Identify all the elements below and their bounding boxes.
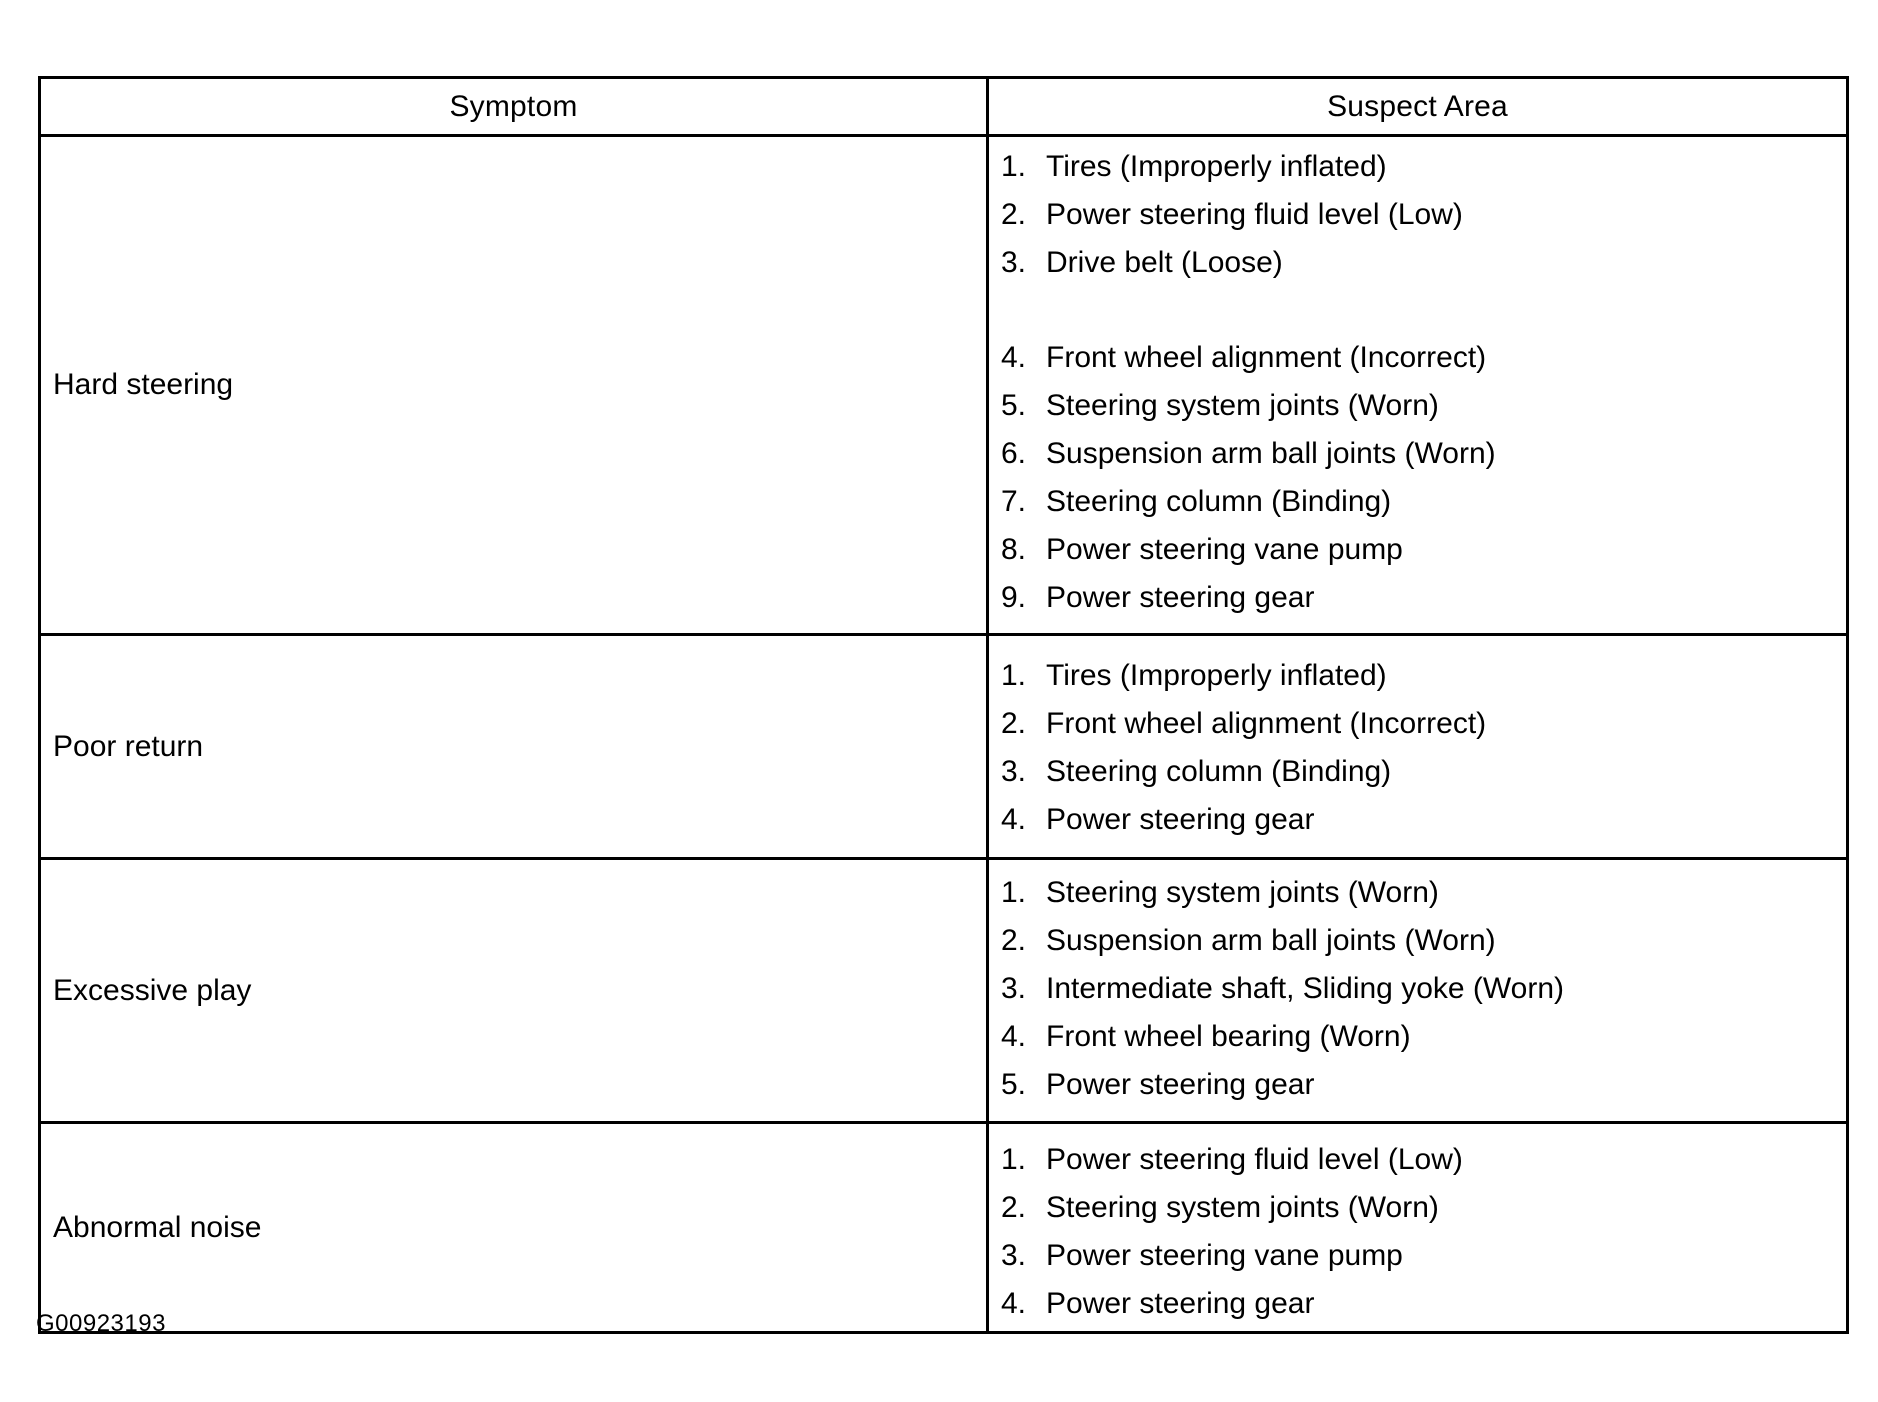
item-text: Power steering gear <box>1046 1287 1315 1320</box>
list-item <box>1001 917 1846 965</box>
item-number: 1. <box>1001 659 1027 692</box>
item-text: Power steering gear <box>1046 581 1315 614</box>
item-text: Steering system joints (Worn) <box>1046 389 1439 422</box>
item-text: Steering column (Binding) <box>1046 755 1392 788</box>
list-item <box>1001 1061 1846 1109</box>
list-item <box>1001 1232 1846 1280</box>
suspect-area-cell <box>988 635 1848 859</box>
list-item <box>1001 430 1846 478</box>
item-number: 3. <box>1001 1239 1027 1272</box>
item-number: 1. <box>1001 150 1027 183</box>
item-number: 2. <box>1001 1191 1027 1224</box>
item-text: Front wheel bearing (Worn) <box>1046 1020 1411 1053</box>
suspect-area-cell <box>988 859 1848 1123</box>
symptom-cell: Abnormal noise <box>40 1123 988 1333</box>
list-item <box>1001 526 1846 574</box>
list-item <box>1001 652 1846 700</box>
item-text: Power steering gear <box>1046 803 1315 836</box>
list-item <box>1001 382 1846 430</box>
item-number: 6. <box>1001 437 1027 470</box>
item-number: 3. <box>1001 972 1027 1005</box>
item-number: 4. <box>1001 341 1027 374</box>
item-number: 4. <box>1001 1287 1027 1320</box>
item-number: 8. <box>1001 533 1027 566</box>
item-text: Tires (Improperly inflated) <box>1046 659 1387 692</box>
symptom-cell: Excessive play <box>40 859 988 1123</box>
item-number: 2. <box>1001 924 1027 957</box>
table-header-row <box>40 78 1848 136</box>
item-text: Power steering gear <box>1046 1068 1315 1101</box>
list-item <box>1001 143 1846 191</box>
symptom-cell: Hard steering <box>40 136 988 635</box>
item-number: 7. <box>1001 485 1027 518</box>
list-item <box>1001 748 1846 796</box>
symptom-column-header: Symptom <box>40 78 988 136</box>
figure-id-label: G00923193 <box>36 1310 166 1337</box>
item-text: Steering system joints (Worn) <box>1046 1191 1439 1224</box>
item-number: 9. <box>1001 581 1027 614</box>
suspect-area-column-header: Suspect Area <box>988 78 1848 136</box>
symptom-cell: Poor return <box>40 635 988 859</box>
list-item <box>1001 796 1846 844</box>
table-row <box>40 136 1848 635</box>
list-item <box>1001 334 1846 382</box>
list-item <box>1001 191 1846 239</box>
item-number: 3. <box>1001 246 1027 279</box>
troubleshooting-table <box>38 76 1849 1334</box>
list-item <box>1001 700 1846 748</box>
list-item <box>1001 869 1846 917</box>
item-text: Steering system joints (Worn) <box>1046 876 1439 909</box>
item-text: Power steering fluid level (Low) <box>1046 198 1463 231</box>
list-item <box>1001 965 1846 1013</box>
table-row <box>40 635 1848 859</box>
suspect-area-list <box>1001 143 1846 622</box>
troubleshooting-table-container <box>38 76 1846 1334</box>
item-number: 5. <box>1001 1068 1027 1101</box>
item-number: 2. <box>1001 707 1027 740</box>
item-number: 3. <box>1001 755 1027 788</box>
item-text: Drive belt (Loose) <box>1046 246 1283 279</box>
item-text: Suspension arm ball joints (Worn) <box>1046 437 1496 470</box>
list-item <box>1001 478 1846 526</box>
item-text: Front wheel alignment (Incorrect) <box>1046 707 1487 740</box>
item-text: Suspension arm ball joints (Worn) <box>1046 924 1496 957</box>
table-row <box>40 1123 1848 1333</box>
item-text: Front wheel alignment (Incorrect) <box>1046 341 1487 374</box>
item-text: Steering column (Binding) <box>1046 485 1392 518</box>
list-item <box>1001 1013 1846 1061</box>
table-row <box>40 859 1848 1123</box>
item-number: 2. <box>1001 198 1027 231</box>
suspect-area-list <box>1001 652 1846 844</box>
list-item <box>1001 574 1846 622</box>
item-text: Power steering vane pump <box>1046 1239 1403 1272</box>
item-number: 1. <box>1001 876 1027 909</box>
item-text: Tires (Improperly inflated) <box>1046 150 1387 183</box>
item-number: 4. <box>1001 803 1027 836</box>
list-item <box>1001 1136 1846 1184</box>
list-item <box>1001 239 1846 287</box>
item-text: Power steering vane pump <box>1046 533 1403 566</box>
item-number: 5. <box>1001 389 1027 422</box>
list-item <box>1001 1184 1846 1232</box>
item-text: Power steering fluid level (Low) <box>1046 1143 1463 1176</box>
item-number: 4. <box>1001 1020 1027 1053</box>
list-item <box>1001 1280 1846 1328</box>
suspect-area-cell <box>988 1123 1848 1333</box>
suspect-area-cell <box>988 136 1848 635</box>
item-text: Intermediate shaft, Sliding yoke (Worn) <box>1046 972 1565 1005</box>
suspect-area-list <box>1001 1136 1846 1328</box>
suspect-area-list <box>1001 869 1846 1109</box>
item-number: 1. <box>1001 1143 1027 1176</box>
